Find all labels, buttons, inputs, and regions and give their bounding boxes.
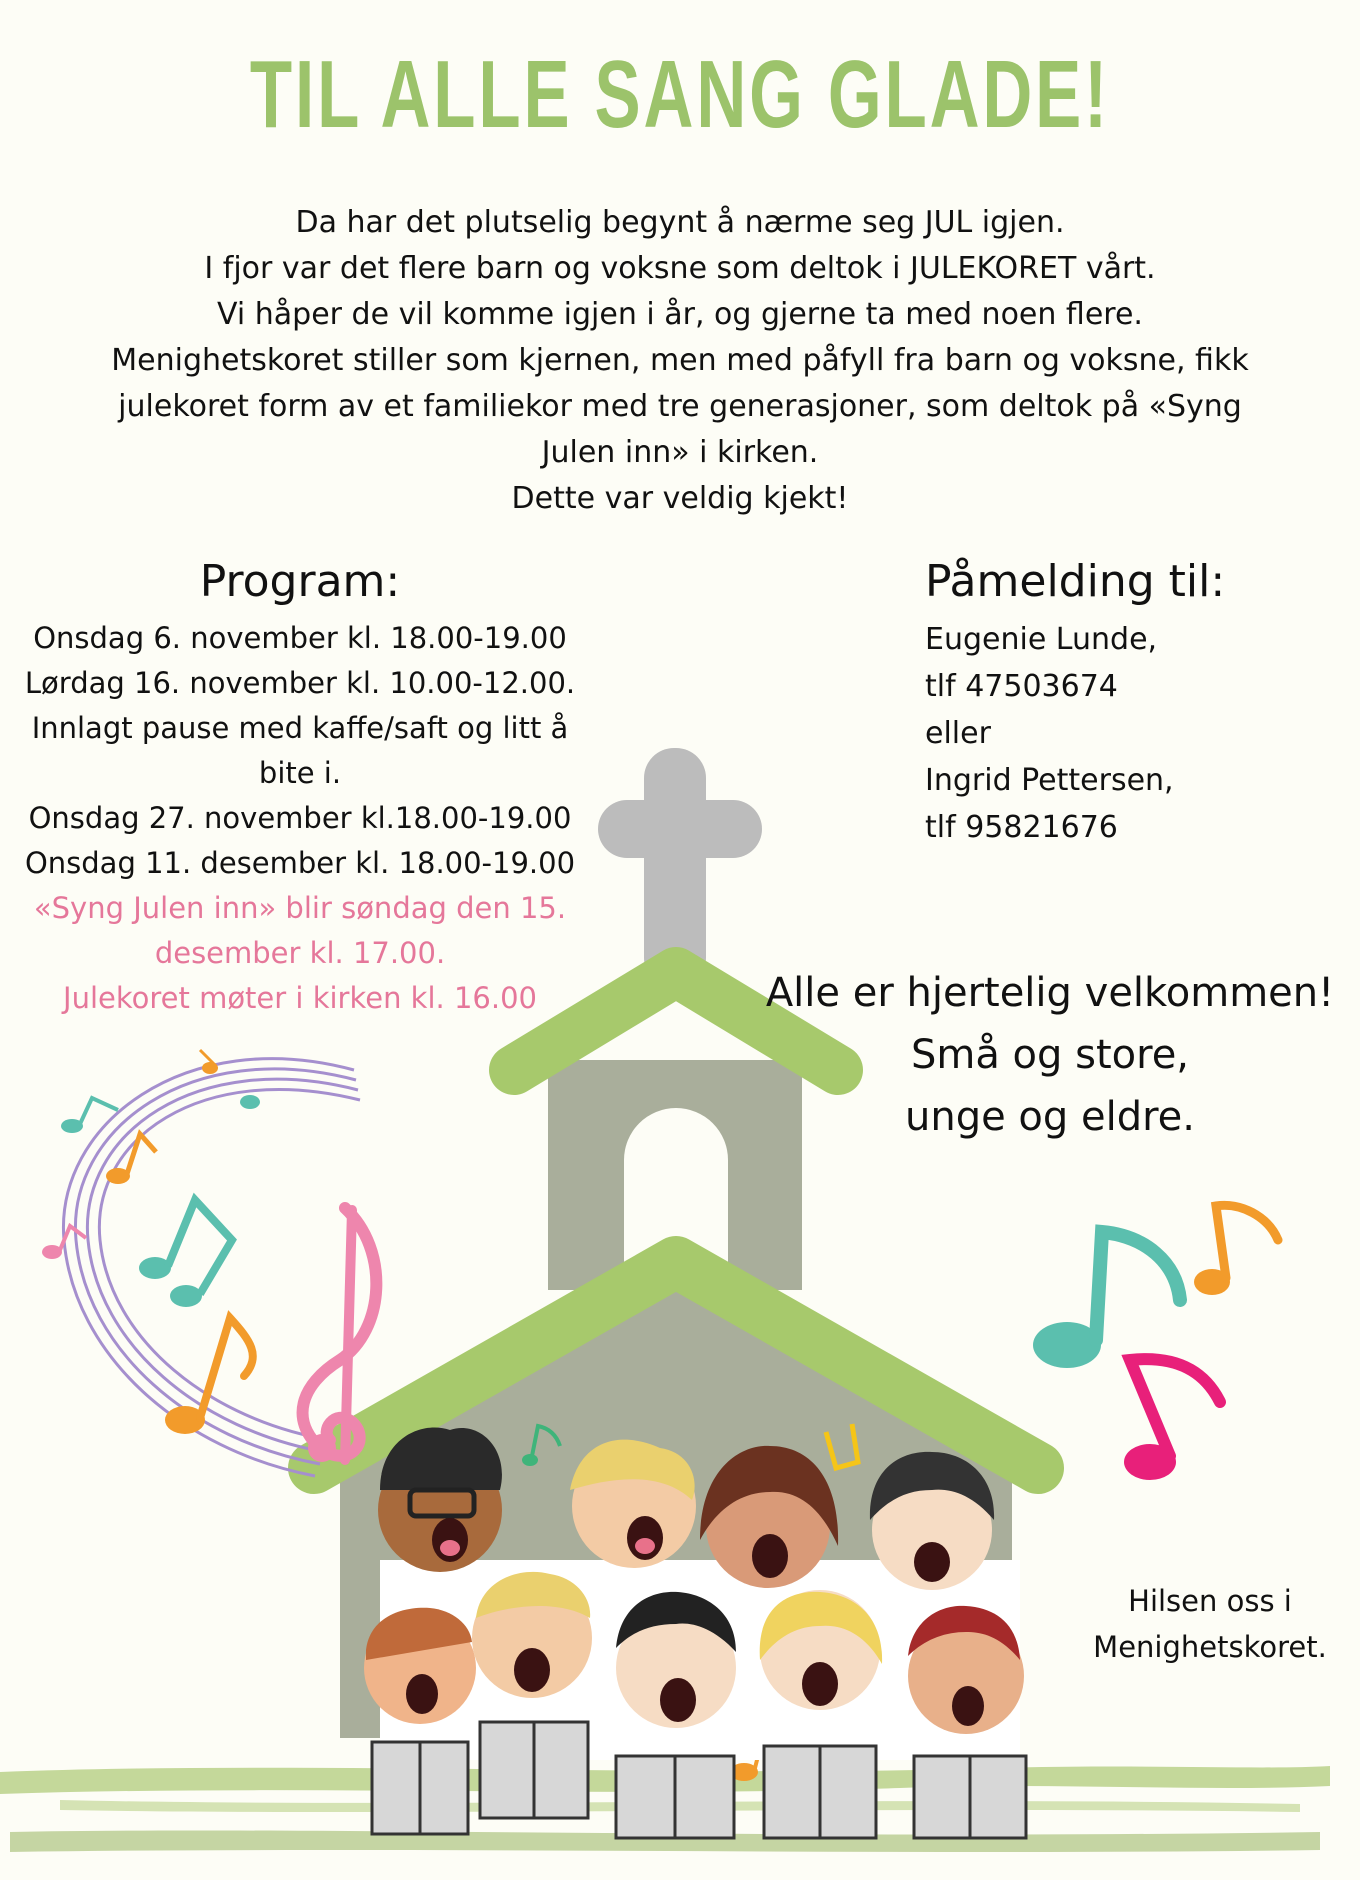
welcome-text bbox=[740, 962, 1360, 1148]
signup-line: tlf 47503674 bbox=[925, 669, 1118, 704]
intro-line: I fjor var det flere barn og voksne som deltok i JULEKORET vårt. bbox=[204, 251, 1156, 286]
intro-line: julekoret form av et familiekor med tre generasjoner, som deltok på «Syng bbox=[118, 389, 1242, 424]
page-title: TIL ALLE SANG GLADE! bbox=[249, 41, 1111, 148]
program-line: Onsdag 11. desember kl. 18.00-19.00 bbox=[24, 846, 576, 880]
program-section bbox=[0, 556, 600, 1021]
program-line: Onsdag 27. november kl.18.00-19.00 bbox=[28, 801, 572, 835]
intro-line: Dette var veldig kjekt! bbox=[511, 481, 849, 516]
program-line: Lørdag 16. november kl. 10.00-12.00. bbox=[24, 666, 576, 700]
greeting-text bbox=[1060, 1578, 1360, 1670]
signup-line: tlf 95821676 bbox=[925, 810, 1118, 845]
program-line: Onsdag 6. november kl. 18.00-19.00 bbox=[33, 621, 567, 655]
intro-text bbox=[40, 200, 1320, 522]
program-highlight-line: Julekoret møter i kirken kl. 16.00 bbox=[63, 981, 537, 1015]
greeting-line: Hilsen oss i bbox=[1128, 1584, 1292, 1618]
signup-line: Ingrid Pettersen, bbox=[925, 763, 1174, 798]
signup-heading: Påmelding til: bbox=[925, 556, 1226, 607]
intro-line: Da har det plutselig begynt å nærme seg JUL igjen. bbox=[295, 205, 1065, 240]
music-note-icon bbox=[1033, 1205, 1278, 1480]
program-line: Innlagt pause med kaffe/saft og litt å bbox=[31, 711, 569, 745]
signup-section bbox=[925, 556, 1345, 851]
signup-line: eller bbox=[925, 716, 991, 751]
intro-line: Menighetskoret stiller som kjernen, men med påfyll fra barn og voksne, fikk bbox=[111, 343, 1249, 378]
greeting-line: Menighetskoret. bbox=[1093, 1630, 1327, 1664]
intro-line: Vi håper de vil komme igjen i år, og gjerne ta med noen flere. bbox=[217, 297, 1143, 332]
program-line: bite i. bbox=[258, 756, 342, 790]
signup-line: Eugenie Lunde, bbox=[925, 622, 1158, 657]
program-highlight-line: desember kl. 17.00. bbox=[154, 936, 446, 970]
intro-line: Julen inn» i kirken. bbox=[541, 435, 819, 470]
program-highlight-line: «Syng Julen inn» blir søndag den 15. bbox=[33, 891, 567, 925]
welcome-line: unge og eldre. bbox=[905, 1094, 1195, 1140]
welcome-line: Alle er hjertelig velkommen! bbox=[765, 970, 1335, 1016]
welcome-line: Små og store, bbox=[910, 1032, 1190, 1078]
program-heading: Program: bbox=[199, 556, 401, 607]
